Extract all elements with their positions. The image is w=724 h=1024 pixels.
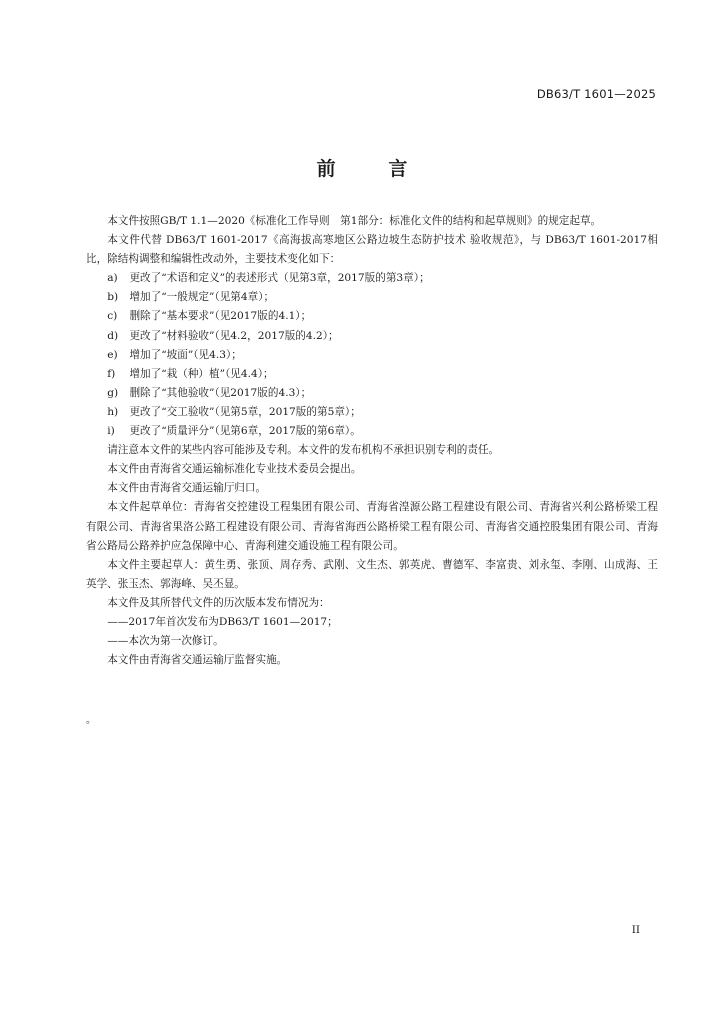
- change-text: 更改了“术语和定义”的表述形式（见第3章，2017版的第3章）；: [129, 272, 430, 285]
- change-text: 删除了“基本要求”（见2017版的4.1）；: [129, 310, 312, 323]
- page-title: [0, 154, 724, 181]
- change-item: [86, 307, 658, 326]
- change-text: 增加了“坡面”（见4.3）；: [129, 348, 242, 361]
- document-code: DB63/T 1601—2025: [536, 87, 656, 101]
- patent-notice: 请注意本文件的某些内容可能涉及专利。本文件的发布机构不承担识别专利的责任。: [107, 444, 500, 457]
- foreword-body: [86, 212, 658, 670]
- change-tag: i): [107, 425, 115, 438]
- change-text: 更改了“材料验收”（见4.2，2017版的4.2）；: [129, 329, 339, 342]
- change-text: 更改了“质量评分”（见第6章，2017版的第6章）。: [129, 425, 361, 438]
- page-number: II: [631, 924, 640, 936]
- change-tag: e): [107, 348, 118, 361]
- change-tag: d): [107, 329, 119, 342]
- change-text: 删除了“其他验收”（见2017版的4.3）；: [129, 386, 312, 399]
- owner-statement: 本文件由青海省交通运输厅归口。: [107, 482, 267, 495]
- change-text: 增加了“栽（种）植”（见4.4）；: [129, 367, 274, 380]
- supervisor-statement: 本文件由青海省交通运输厅监督实施。: [107, 654, 288, 667]
- paragraph-drafting-basis: 本文件按照GB/T 1.1—2020《标准化工作导则 第1部分：标准化文件的结构和起草规则》的规定起草。: [107, 215, 602, 227]
- change-item: [86, 384, 658, 403]
- proposer-statement: 本文件由青海省交通运输标准化专业技术委员会提出。: [107, 463, 362, 476]
- change-item: [86, 422, 658, 441]
- change-item: [86, 403, 658, 422]
- change-tag: h): [107, 405, 119, 418]
- title-char-2: 言: [388, 158, 408, 180]
- change-item: [86, 288, 658, 307]
- title-char-1: 前: [316, 158, 336, 180]
- change-item: [86, 327, 658, 346]
- paragraph-replacement: 本文件代替 DB63/T 1601-2017《高海拔高寒地区公路边坡生态防护技术 验收规范》，与 DB63/T 1601-2017相比，除结构调整和编辑性改动外，主要技术变化如下：: [86, 234, 658, 266]
- change-tag: b): [107, 291, 119, 304]
- history-intro: 本文件及其所替代文件的历次版本发布情况为：: [107, 596, 330, 609]
- change-text: 增加了“一般规定”（见第4章）；: [129, 291, 275, 304]
- stray-mark: 。: [86, 715, 96, 726]
- change-item: [86, 346, 658, 365]
- change-tag: f): [107, 367, 116, 380]
- change-text: 更改了“交工验收”（见第5章，2017版的第5章）；: [129, 405, 361, 418]
- history-item: ——本次为第一次修订。: [107, 635, 224, 648]
- drafters: 本文件主要起草人：黄生勇、张顶、周存秀、武刚、文生杰、郭英虎、曹德军、李富贵、刘永玺、李刚、山成海、王英学、张玉杰、郭海峰、吴丕显。: [86, 558, 658, 590]
- drafting-units: 本文件起草单位：青海省交控建设工程集团有限公司、青海省湟源公路工程建设有限公司、青海省兴利公路桥梁工程有限公司、青海省果洛公路工程建设有限公司、青海省海西公路桥梁工程有限公司、青海省交通控股集团有限公司、青海省公路局公路养护应急保障中心、青海利建交通设施工程有限公司。: [86, 501, 658, 552]
- change-tag: g): [107, 386, 119, 399]
- change-item: [86, 365, 658, 384]
- history-item: ——2017年首次发布为DB63/T 1601—2017；: [107, 615, 338, 628]
- change-tag: c): [107, 310, 118, 323]
- change-tag: a): [107, 272, 118, 285]
- change-item: [86, 269, 658, 288]
